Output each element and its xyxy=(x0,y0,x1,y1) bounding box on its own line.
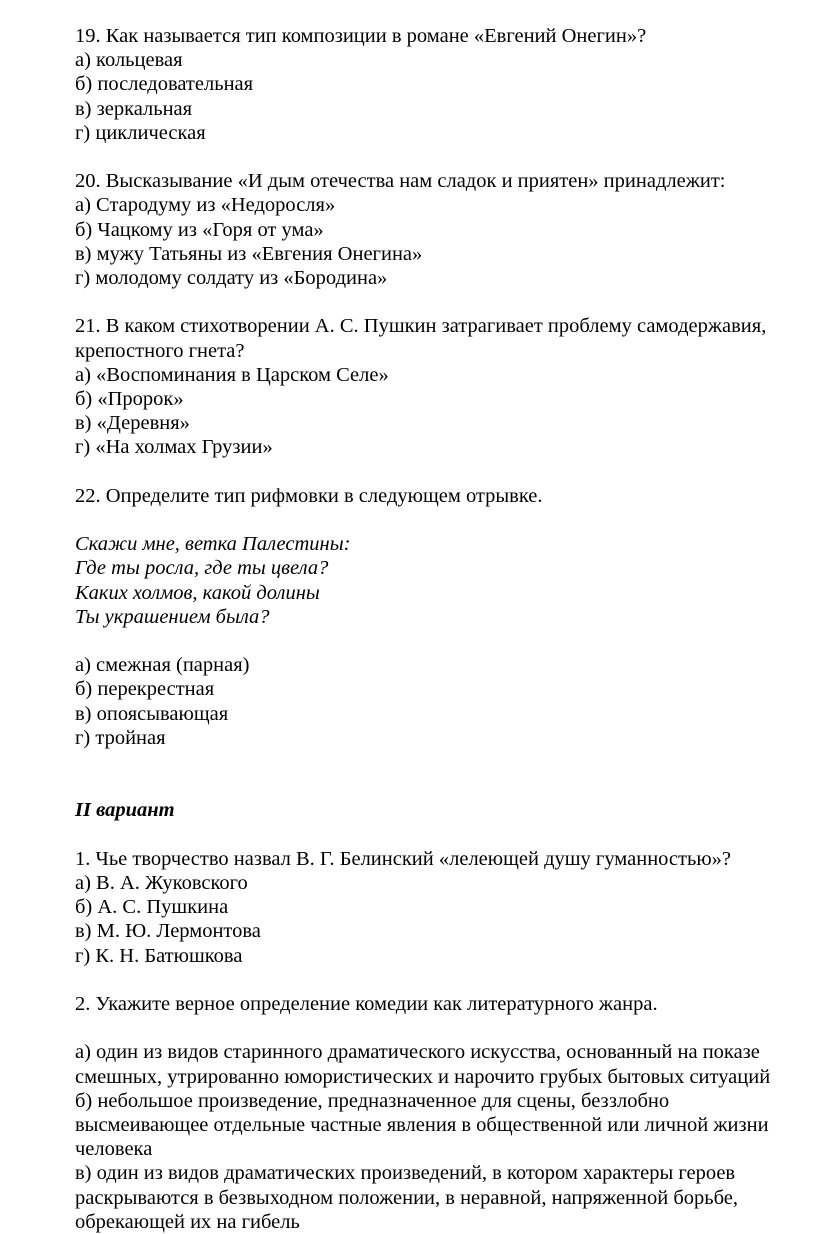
poem-line: Скажи мне, ветка Палестины: xyxy=(75,533,351,556)
answer-option: г) тройная xyxy=(75,726,166,749)
answer-option: в) зеркальная xyxy=(75,97,193,120)
question-text-continued: крепостного гнета? xyxy=(75,339,245,362)
answer-option: а) смежная (парная) xyxy=(75,654,250,677)
answer-option: б) небольшое произведение, предназначенное для сцены, беззлобно высмеивающее отдельные частные явления в общественной или личной жизни человека xyxy=(75,1089,769,1161)
answer-option: в) мужу Татьяны из «Евгения Онегина» xyxy=(75,242,423,265)
question-text: 1. Чье творчество назвал В. Г. Белинский «лелеющей душу гуманностью»? xyxy=(75,847,731,870)
answer-option: г) молодому солдату из «Бородина» xyxy=(75,267,388,290)
poem-line: Где ты росла, где ты цвела? xyxy=(75,557,329,580)
variant2-question-1 xyxy=(75,847,797,968)
poem-excerpt xyxy=(75,532,797,629)
answer-option: а) В. А. Жуковского xyxy=(75,872,248,894)
answer-option: в) опоясывающая xyxy=(75,702,229,725)
answer-option: а) «Воспоминания в Царском Селе» xyxy=(75,363,389,386)
question-text: 19. Как называется тип композиции в романе «Евгений Онегин»? xyxy=(75,25,647,47)
answer-option: г) К. Н. Батюшкова xyxy=(75,944,243,967)
answer-option: а) Стародуму из «Недоросля» xyxy=(75,194,336,217)
answer-option: г) «На холмах Грузии» xyxy=(75,436,273,459)
question-text: 2. Укажите верное определение комедии как литературного жанра. xyxy=(75,993,658,1015)
document-page xyxy=(75,24,797,1234)
question-text: 21. В каком стихотворении А. С. Пушкин затрагивает проблему самодержавия, xyxy=(75,315,767,338)
poem-line: Ты украшением была? xyxy=(75,605,270,628)
answer-option: б) «Пророк» xyxy=(75,388,184,411)
question-20 xyxy=(75,169,797,290)
question-21 xyxy=(75,314,797,459)
answer-option: в) «Деревня» xyxy=(75,412,190,435)
answer-option: а) кольцевая xyxy=(75,49,183,72)
question-text: 22. Определите тип рифмовки в следующем отрывке. xyxy=(75,484,543,507)
question-text: 20. Высказывание «И дым отечества нам сладок и приятен» принадлежит: xyxy=(75,170,726,193)
variant2-question-2 xyxy=(75,992,797,1234)
question-22 xyxy=(75,484,797,750)
answer-option: г) циклическая xyxy=(75,121,206,144)
answer-option: б) последовательная xyxy=(75,73,254,96)
answer-option: а) один из видов старинного драматического искусства, основанный на показе смешных, утрированно юмористических и нарочито грубых бытовых ситуаций xyxy=(75,1041,771,1088)
variant-heading: II вариант xyxy=(75,799,175,822)
poem-line: Каких холмов, какой долины xyxy=(75,581,320,604)
answer-option: в) М. Ю. Лермонтова xyxy=(75,920,261,943)
answer-option: в) один из видов драматических произведений, в котором характеры героев раскрываются в безвыходном положении, в неравной, напряженной борьбе, обрекающей их на гибель xyxy=(75,1162,739,1233)
answer-option: б) А. С. Пушкина xyxy=(75,896,229,919)
answer-option: б) Чацкому из «Горя от ума» xyxy=(75,218,324,241)
question-19 xyxy=(75,24,797,145)
answer-option: б) перекрестная xyxy=(75,678,215,701)
